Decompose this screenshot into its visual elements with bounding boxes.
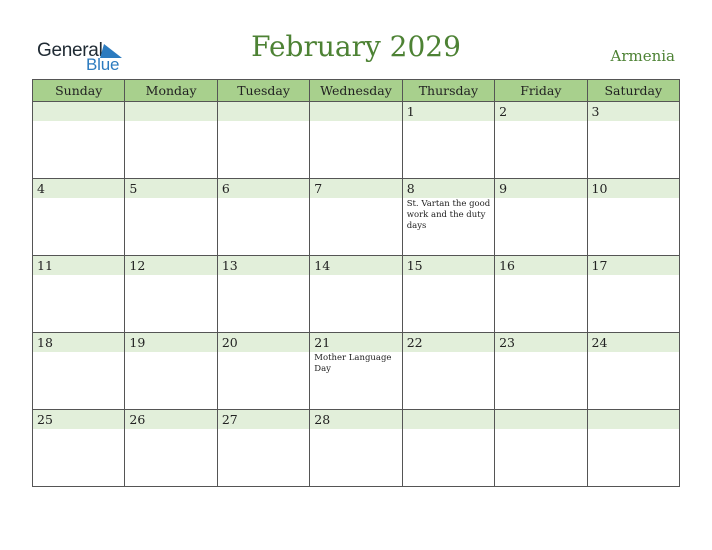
day-number-band — [403, 102, 494, 121]
day-number-band — [33, 102, 124, 121]
day-number: 16 — [499, 258, 516, 273]
day-number-band — [588, 410, 679, 429]
calendar-day-cell[interactable] — [33, 102, 125, 179]
day-number: 7 — [314, 181, 323, 196]
weekday-header: Tuesday — [217, 80, 309, 102]
calendar-day-cell[interactable] — [495, 333, 587, 410]
day-number-band — [310, 102, 401, 121]
calendar-day-cell[interactable] — [217, 410, 309, 487]
day-number: 27 — [221, 412, 238, 427]
calendar-day-cell[interactable] — [402, 179, 494, 256]
day-number-band — [218, 102, 309, 121]
calendar-day-cell[interactable] — [495, 179, 587, 256]
calendar-day-cell[interactable] — [310, 410, 402, 487]
day-number: 28 — [314, 412, 331, 427]
weekday-header: Wednesday — [310, 80, 402, 102]
day-number-band — [588, 102, 679, 121]
day-number: 18 — [37, 335, 53, 350]
day-number: 21 — [314, 335, 331, 350]
calendar-day-cell[interactable] — [125, 256, 217, 333]
weekday-header: Sunday — [33, 80, 125, 102]
calendar-day-cell[interactable] — [310, 256, 402, 333]
day-number-band — [403, 179, 494, 198]
weekday-header: Saturday — [587, 80, 679, 102]
calendar-day-cell[interactable] — [310, 102, 402, 179]
day-number: 14 — [314, 258, 331, 273]
day-number: 5 — [129, 181, 138, 196]
day-number-band — [495, 102, 586, 121]
day-number-band — [33, 179, 124, 198]
calendar-day-cell[interactable] — [587, 256, 679, 333]
day-number-band — [495, 179, 586, 198]
calendar-day-cell[interactable] — [33, 333, 125, 410]
calendar-day-cell[interactable] — [402, 333, 494, 410]
day-number: 9 — [499, 181, 508, 196]
calendar-day-cell[interactable] — [125, 410, 217, 487]
weekday-header: Thursday — [402, 80, 494, 102]
day-number: 15 — [406, 258, 423, 273]
day-number: 6 — [221, 181, 230, 196]
day-number-band — [403, 410, 494, 429]
day-number-band — [125, 179, 216, 198]
calendar-day-cell[interactable] — [33, 410, 125, 487]
calendar-day-cell[interactable] — [217, 256, 309, 333]
page-title: February 2029 — [251, 30, 461, 63]
calendar-week-row — [33, 333, 680, 410]
day-number: 20 — [221, 335, 238, 350]
calendar-day-cell[interactable] — [217, 333, 309, 410]
day-number: 23 — [499, 335, 516, 350]
day-number: 17 — [591, 258, 608, 273]
calendar-day-cell[interactable] — [217, 102, 309, 179]
calendar-day-cell[interactable] — [125, 102, 217, 179]
day-number: 2 — [499, 104, 508, 119]
calendar-day-cell[interactable] — [587, 102, 679, 179]
day-number: 8 — [406, 181, 415, 196]
day-number: 10 — [591, 181, 608, 196]
day-number: 12 — [129, 258, 146, 273]
day-number-band — [125, 102, 216, 121]
calendar-day-cell[interactable] — [217, 179, 309, 256]
calendar-day-cell[interactable] — [402, 102, 494, 179]
day-number: 19 — [129, 335, 146, 350]
calendar-day-cell[interactable] — [587, 333, 679, 410]
calendar-day-cell[interactable] — [402, 410, 494, 487]
weekday-header-row — [33, 80, 680, 102]
brand-name-general: General — [37, 40, 103, 61]
country-label: Armenia — [610, 47, 675, 65]
weekday-header: Friday — [495, 80, 587, 102]
calendar-day-cell[interactable] — [587, 410, 679, 487]
calendar-day-cell[interactable] — [495, 410, 587, 487]
day-number-band — [495, 410, 586, 429]
calendar-day-cell[interactable] — [33, 179, 125, 256]
holiday-event: St. Vartan the good work and the duty days — [406, 199, 491, 231]
day-number: 26 — [129, 412, 146, 427]
calendar-day-cell[interactable] — [310, 179, 402, 256]
calendar-week-row — [33, 102, 680, 179]
day-number: 22 — [406, 335, 423, 350]
calendar-week-row — [33, 179, 680, 256]
calendar-day-cell[interactable] — [587, 179, 679, 256]
calendar-day-cell[interactable] — [125, 179, 217, 256]
weekday-header: Monday — [125, 80, 217, 102]
day-number: 11 — [37, 258, 53, 273]
calendar-week-row — [33, 256, 680, 333]
day-number: 1 — [406, 104, 415, 119]
calendar-day-cell[interactable] — [495, 102, 587, 179]
day-number: 13 — [221, 258, 238, 273]
day-number-band — [218, 179, 309, 198]
day-number: 4 — [37, 181, 45, 196]
day-number-band — [310, 179, 401, 198]
calendar-day-cell[interactable] — [310, 333, 402, 410]
calendar-day-cell[interactable] — [402, 256, 494, 333]
calendar-day-cell[interactable] — [33, 256, 125, 333]
holiday-event: Mother Language Day — [314, 353, 392, 374]
day-number: 3 — [591, 104, 600, 119]
calendar-week-row — [33, 410, 680, 487]
calendar-grid — [32, 79, 680, 487]
day-number: 25 — [37, 412, 53, 427]
brand-name-blue: Blue — [86, 55, 120, 74]
day-number: 24 — [591, 335, 608, 350]
calendar-day-cell[interactable] — [125, 333, 217, 410]
calendar-day-cell[interactable] — [495, 256, 587, 333]
